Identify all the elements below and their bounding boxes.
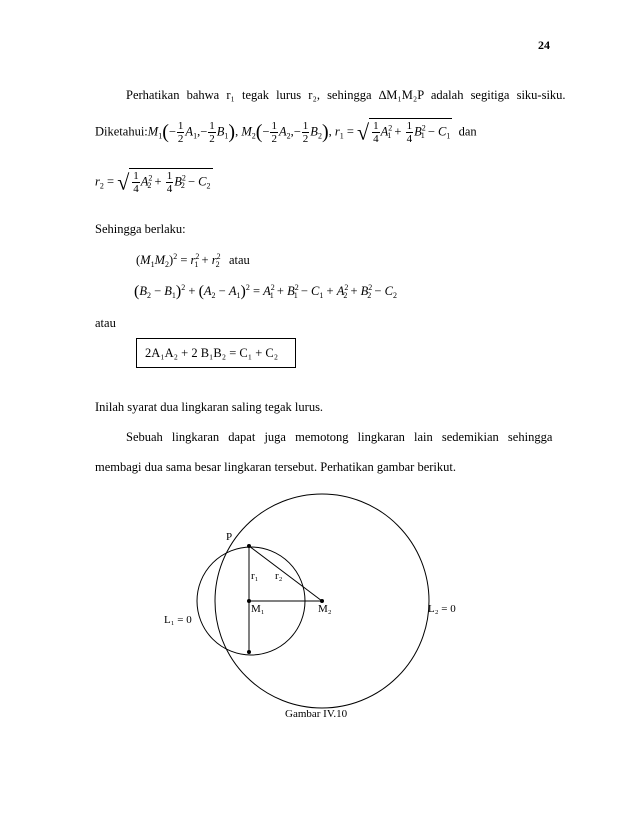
r2-equation: $r_2$ = √ $\frac{1}{4}$ $A^2_2$ + $\frac{1}{4}$ $B^2_2 - C_2$: [95, 169, 211, 195]
dan-word: dan: [458, 124, 477, 139]
paragraph-bisect-line1: Sebuah lingkaran dapat juga memotong lingkaran lain sedemikian sehingga: [126, 430, 553, 444]
point-P: [247, 544, 251, 548]
condition-text: Inilah syarat dua lingkaran saling tegak lurus.: [95, 400, 324, 414]
figure-caption: Gambar IV.10: [285, 708, 348, 720]
label-P: P: [226, 531, 233, 543]
r2-segment: [249, 546, 322, 601]
boxed-result: 2A₁A₂ + 2 B₁B₂ = C₁ + C₂: [136, 338, 296, 368]
expanded-equation: $(B_2 - B_1)^2 + (A_2 - A_1)^2 = A^2_1 + B^2_1 - C_1 + A^2_2 + B^2_2 - C_2$: [134, 283, 397, 301]
paragraph-bisect-line2: membagi dua sama besar lingkaran tersebut. Perhatikan gambar berikut.: [95, 460, 456, 474]
pythagoras-equation: $(M_1M_2)^2 = r^2_1 + r^2_2$ atau: [136, 252, 250, 269]
paragraph-perpendicular: Perhatikan bahwa r₁ tegak lurus r₂, sehingga ∆M₁M₂P adalah segitiga siku-siku.: [126, 88, 566, 102]
label-M2: M₂: [318, 603, 332, 615]
label-r1: r₁: [251, 570, 259, 582]
known-label: Diketahui:: [95, 124, 148, 139]
label-L2: L₂ = 0: [428, 603, 456, 615]
atau-inline: atau: [228, 253, 250, 267]
page-number: 24: [538, 38, 550, 52]
label-M1: M₁: [251, 603, 265, 615]
known-equations: $Diketahui:M_1(-$ $\frac{1}{2}$ $A_1,-$ $\frac{1}{2}$ $B_1$), $M_2(-$ $\frac{1}{2}$ $A_2,-$ $\frac{1}{2}$ $B_2$), $r_1$ = √ $\frac{1}{4}$ $A^2_1$ + $\frac{1}{4}$ $B^2_1 - C_1$ dan: [95, 119, 477, 145]
atau-label: atau: [95, 316, 116, 330]
sehingga-berlaku: Sehingga berlaku:: [95, 222, 186, 236]
label-L1: L₁ = 0: [164, 614, 192, 626]
point-bottom: [247, 650, 251, 654]
label-r2: r₂: [275, 570, 283, 582]
